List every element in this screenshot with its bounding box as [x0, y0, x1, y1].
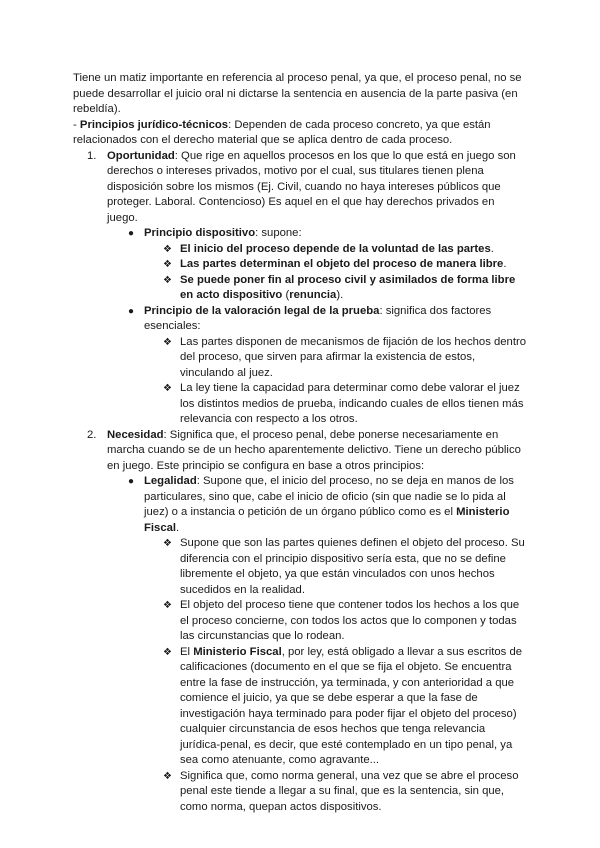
text: Significa que, como norma general, una vez que se abre el proceso penal este tiende a llegar a su final, que es la sentencia, sin que, como norma, quepan actos dispositivos.	[180, 769, 519, 813]
diamond-bullet-icon: ❖	[163, 600, 172, 611]
diamond-bullet-icon: ❖	[163, 259, 172, 270]
principles-description: : Dependen de cada proceso concreto, ya que están relacionados con el derecho material que se aplica dentro de cada proceso.	[73, 118, 491, 146]
bold-text: Las partes determinan el objeto del proceso de manera libre	[180, 258, 504, 270]
diamond-item	[163, 598, 528, 645]
bullet-valoracion-legal-prueba	[128, 304, 528, 335]
diamond-item	[163, 257, 528, 273]
text: .	[176, 521, 180, 534]
legalidad-description: : Supone que, el inicio del proceso, no se deja en manos de los particulares, sino que, cabe el inicio de oficio (sin que nadie se lo pida al juez) o a instancia o petición de un órgano público como es el	[144, 475, 514, 518]
bold-text-renuncia: renuncia	[289, 289, 337, 301]
term-ministerio-fiscal: Ministerio Fiscal	[193, 645, 282, 658]
list-item-necesidad	[87, 428, 528, 475]
text: (	[282, 289, 290, 301]
necesidad-description: : Significa que, el proceso penal, debe ponerse necesariamente en marcha cuando se de un hecho aparentemente delictivo. Tiene un derecho público en juego. Este principio se configura en base a otros principios:	[107, 428, 521, 472]
dash: -	[73, 118, 80, 131]
bullet-icon: ●	[128, 476, 135, 487]
term-principio-dispositivo: Principio dispositivo	[144, 227, 256, 239]
diamond-bullet-icon: ❖	[163, 243, 172, 255]
text: , por ley, está obligado a llevar a sus escritos de calificaciones (documento en el que se fija el objeto. Se encuentra entre la fase de instrucción, ya terminada, y con anterioridad a que comience el juicio, ya que se debe esperar a que la fase de investigación haya terminado para poder fijar el objeto del proceso) cualquier circunstancia de esos hechos que tenga relevancia jurídica-penal, es decir, que esté contemplado en un tipo penal, ya sea como atenuante, como agravante...	[180, 645, 523, 766]
valoracion-description: : significa dos factores esenciales:	[144, 304, 492, 332]
principles-heading-paragraph	[73, 118, 528, 149]
bullet-icon: ●	[128, 305, 135, 317]
term-valoracion-legal: Principio de la valoración legal de la prueba	[144, 304, 380, 317]
text: La ley tiene la capacidad para determinar como debe valorar el juez los distintos medios de prueba, indicando cuales de ellos tienen más relevancia con respecto a los otros.	[180, 382, 524, 425]
bullet-principio-dispositivo	[128, 226, 528, 242]
diamond-bullet-icon: ❖	[163, 383, 172, 394]
bold-text: El inicio del proceso depende de la voluntad de las partes	[180, 242, 491, 255]
oportunidad-description: : Que rige en aquellos procesos en los que lo que está en juego son derechos o intereses privados, motivo por el cual, sus titulares tienen plena disposición sobre los mismos (Ej. Civil, cuando no haya intereses públicos que proteger. Laboral. Contencioso) Es aquel en el que hay derechos privados en juego.	[107, 149, 516, 224]
list-item-oportunidad	[87, 149, 528, 227]
text: Supone que son las partes quienes definen el objeto del proceso. Su diferencia con el principio dispositivo sería esta, que no se define libremente el objeto, ya que están vinculados con unos hechos sucedidos en la realidad.	[180, 537, 525, 596]
intro-paragraph: Tiene un matiz importante en referencia al proceso penal, ya que, el proceso penal, no se puede desarrollar el juicio oral ni dictarse la sentencia en ausencia de la parte pasiva (en rebeldía).	[73, 72, 522, 115]
term-necesidad: Necesidad	[107, 428, 164, 441]
term-legalidad: Legalidad	[144, 475, 197, 487]
diamond-bullet-icon: ❖	[163, 274, 172, 286]
diamond-item	[163, 381, 528, 428]
bullet-icon: ●	[128, 228, 135, 239]
term-ministerio-fiscal: Ministerio Fiscal	[144, 506, 510, 534]
bullet-legalidad	[128, 474, 528, 536]
oportunidad-text	[107, 149, 528, 227]
text: .	[490, 242, 494, 255]
dispositivo-description: : supone:	[255, 227, 302, 239]
document-page	[73, 71, 528, 815]
list-number: 2.	[87, 428, 97, 441]
diamond-item	[163, 536, 528, 598]
text: ).	[336, 289, 344, 301]
text: Las partes disponen de mecanismos de fijación de los hechos dentro del proceso, que sirven para afirmar la existencia de estos, vinculando al juez.	[180, 335, 527, 379]
text: El objeto del proceso tiene que contener todos los hechos a los que el proceso concierne, con todos los actos que lo componen y todas las circunstancias que lo rodean.	[180, 599, 520, 642]
diamond-bullet-icon: ❖	[163, 336, 172, 348]
diamond-item	[163, 242, 528, 258]
text: .	[503, 258, 507, 270]
text: El	[180, 645, 194, 658]
principles-heading: Principios jurídico-técnicos	[79, 118, 229, 131]
bold-text: Se puede poner fin al proceso civil y asimilados de forma libre en acto dispositivo	[180, 273, 516, 301]
diamond-bullet-icon: ❖	[163, 646, 172, 658]
diamond-bullet-icon: ❖	[163, 538, 172, 549]
list-number: 1.	[87, 149, 97, 162]
term-oportunidad: Oportunidad	[107, 149, 175, 162]
diamond-item	[163, 273, 528, 304]
diamond-item	[163, 335, 528, 382]
diamond-item	[163, 769, 528, 816]
diamond-item	[163, 645, 528, 769]
diamond-bullet-icon: ❖	[163, 770, 172, 782]
